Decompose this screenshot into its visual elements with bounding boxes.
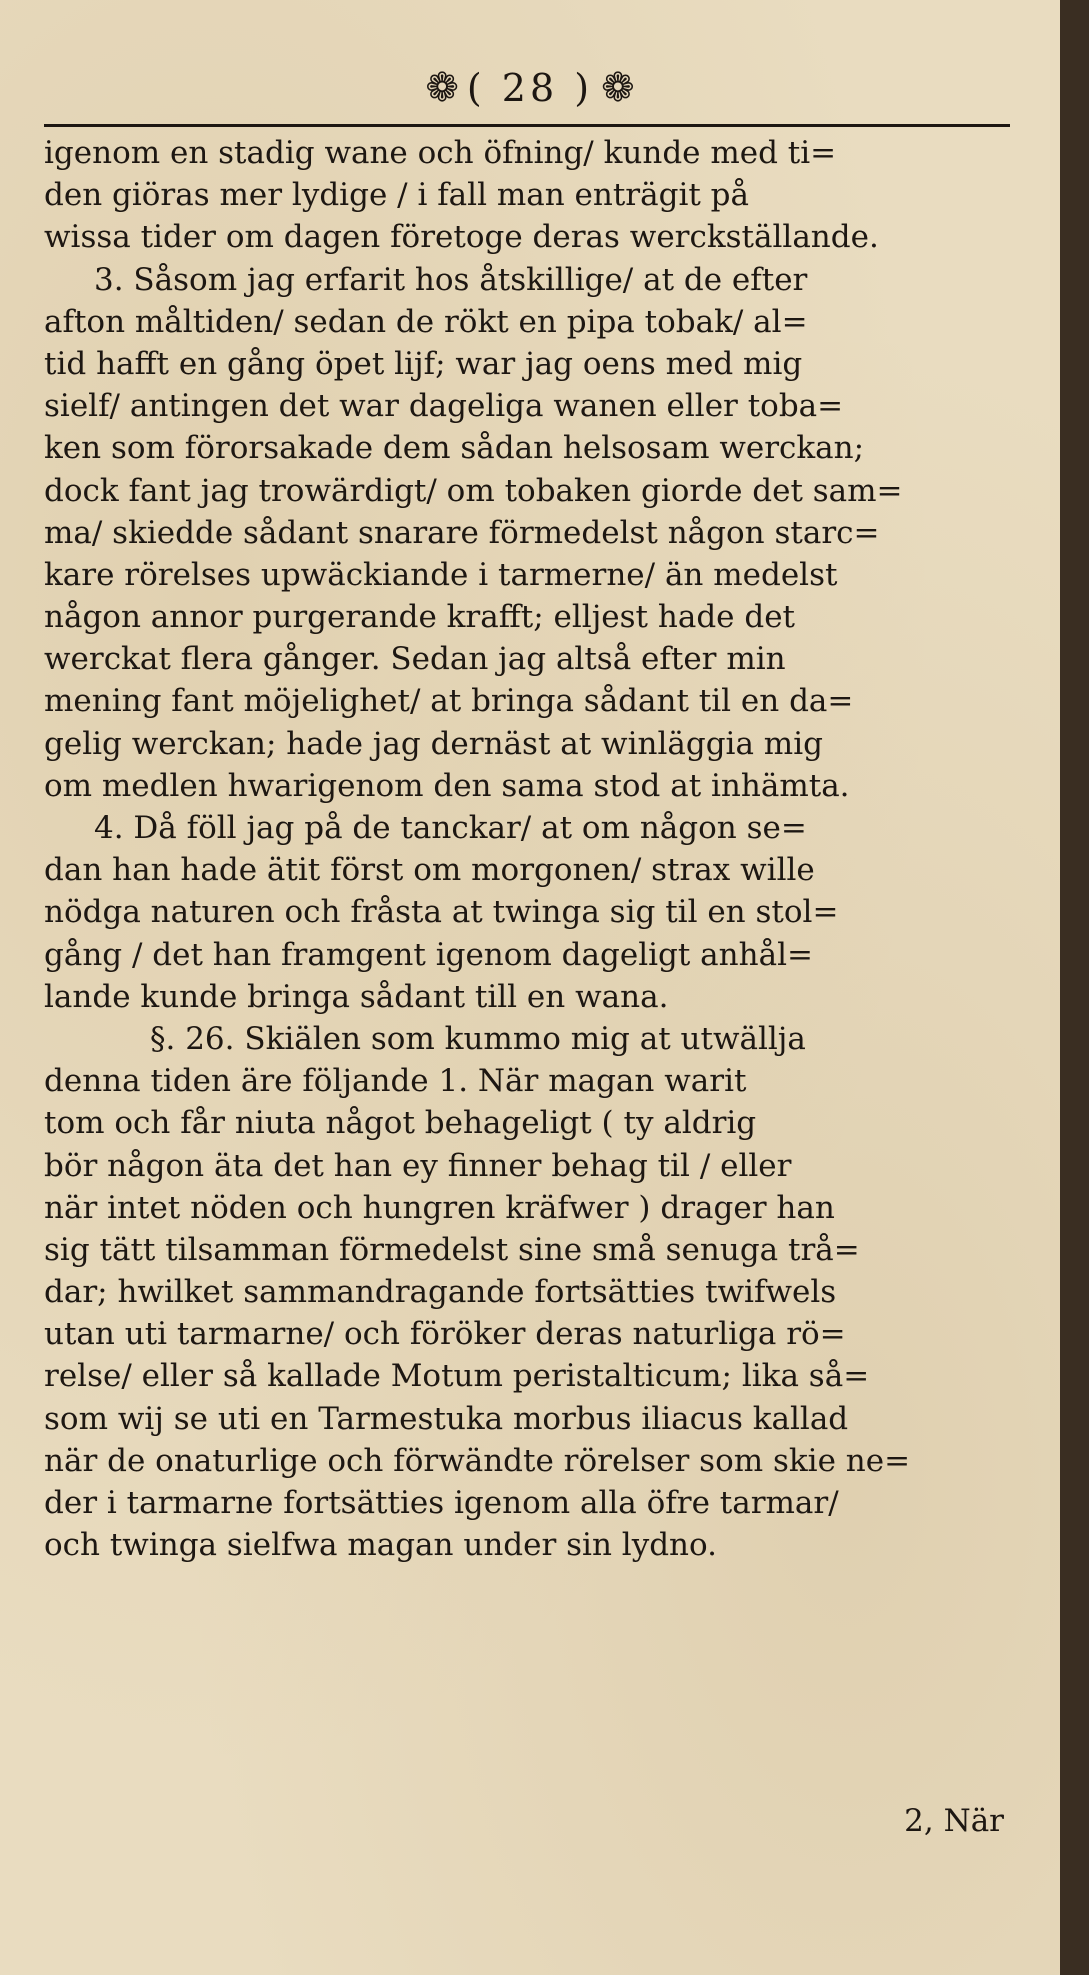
body-text bbox=[44, 132, 1034, 1566]
text-line: som wij se uti en Tarmestuka morbus iliacus kallad bbox=[44, 1400, 849, 1437]
ornament-left-icon: ❁ bbox=[425, 65, 459, 111]
text-line: gelig werckan; hade jag dernäst at winläggia mig bbox=[44, 725, 823, 762]
page-header bbox=[0, 58, 1060, 118]
text-line: ma/ skiedde sådant snarare förmedelst någon starc= bbox=[44, 514, 880, 551]
text-line: dock fant jag trowärdigt/ om tobaken giorde det sam= bbox=[44, 472, 903, 509]
text-line: relse/ eller så kallade Motum peristalticum; lika så= bbox=[44, 1358, 870, 1395]
catchword: 2, När bbox=[904, 1803, 1004, 1839]
text-line: sig tätt tilsamman förmedelst sine små senuga trå= bbox=[44, 1231, 860, 1268]
text-line: ken som förorsakade dem sådan helsosam werckan; bbox=[44, 430, 865, 467]
text-line: tid hafft en gång öpet lijf; war jag oens med mig bbox=[44, 345, 803, 382]
text-line: dan han hade ätit först om morgonen/ strax wille bbox=[44, 852, 815, 889]
text-line: kare rörelses upwäckiande i tarmerne/ än medelst bbox=[44, 556, 838, 593]
paragraph-3-start: 3. Såsom jag erfarit hos åtskillige/ at de efter bbox=[94, 261, 808, 298]
text-line: afton måltiden/ sedan de rökt en pipa tobak/ al= bbox=[44, 303, 808, 340]
text-line: och twinga sielfwa magan under sin lydno. bbox=[44, 1527, 717, 1564]
text-line: sielf/ antingen det war dageliga wanen eller toba= bbox=[44, 388, 844, 425]
text-line: när de onaturlige och förwändte rörelser som skie ne= bbox=[44, 1442, 911, 1479]
text-line: gång / det han framgent igenom dageligt anhål= bbox=[44, 936, 813, 973]
text-line: när intet nöden och hungren kräfwer ) drager han bbox=[44, 1189, 835, 1226]
section-26-start: §. 26. Skiälen som kummo mig at utwällja bbox=[150, 1020, 806, 1057]
text-line: denna tiden äre följande 1. När magan warit bbox=[44, 1063, 747, 1100]
text-line: wissa tider om dagen företoge deras werckställande. bbox=[44, 219, 879, 256]
text-line: bör någon äta det han ey finner behag til / eller bbox=[44, 1147, 792, 1184]
text-line: den giöras mer lydige / i fall man enträgit på bbox=[44, 177, 750, 214]
text-line: der i tarmarne fortsätties igenom alla öfre tarmar/ bbox=[44, 1485, 839, 1521]
text-line: tom och får niuta något behageligt ( ty aldrig bbox=[44, 1105, 757, 1142]
header-rule bbox=[44, 124, 1010, 127]
text-line: igenom en stadig wane och öfning/ kunde med ti= bbox=[44, 135, 837, 171]
paragraph-4-start: 4. Då föll jag på de tanckar/ at om någon se= bbox=[94, 810, 807, 846]
text-line: om medlen hwarigenom den sama stod at inhämta. bbox=[44, 767, 850, 804]
text-line: utan uti tarmarne/ och föröker deras naturliga rö= bbox=[44, 1316, 846, 1353]
text-line: dar; hwilket sammandragande fortsätties twifwels bbox=[44, 1274, 837, 1311]
text-line: werckat flera gånger. Sedan jag altså efter min bbox=[44, 641, 786, 678]
text-line: någon annor purgerande krafft; elljest hade det bbox=[44, 599, 796, 636]
text-line: mening fant möjelighet/ at bringa sådant til en da= bbox=[44, 683, 854, 720]
page-number: ( 28 ) bbox=[466, 66, 594, 110]
text-line: nödga naturen och fråsta at twinga sig til en stol= bbox=[44, 894, 839, 931]
ornament-right-icon: ❁ bbox=[601, 65, 635, 111]
text-line: lande kunde bringa sådant till en wana. bbox=[44, 978, 669, 1015]
